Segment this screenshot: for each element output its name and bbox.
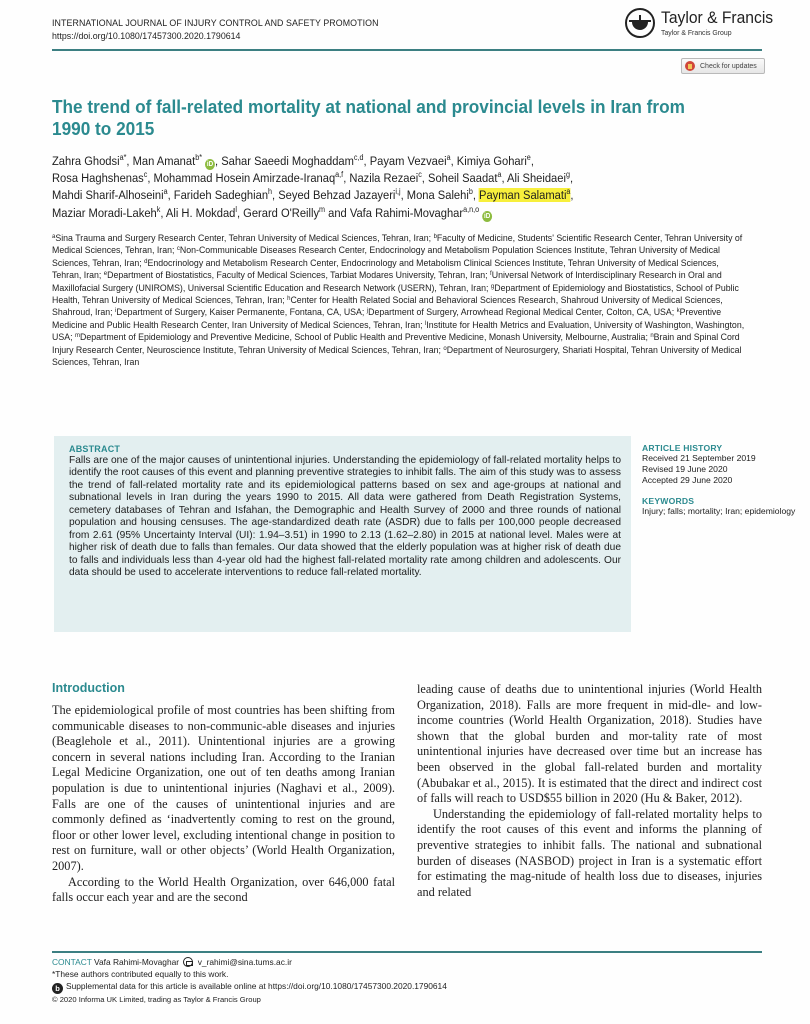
author-name-text: Gerard O'Reilly <box>243 205 320 220</box>
affiliation-text: Department of Biostatistics, Faculty of Medical Sciences, Tarbiat Modares University, Tehran, Iran; <box>107 270 488 282</box>
affiliation-text: Endocrinology and Metabolism Research Center, Endocrinology and Metabolism Clinical Sciences Institute, Tehran University of Medical Sciences, Tehran, Iran; <box>52 257 719 282</box>
author-affiliation-marker: a <box>566 187 571 197</box>
body-column-left <box>52 703 395 906</box>
footer-divider <box>52 951 762 953</box>
author-name <box>166 206 237 220</box>
author-name <box>407 188 473 202</box>
check-for-updates-button[interactable] <box>681 58 765 74</box>
author-affiliation-marker: c <box>418 170 422 180</box>
author-name <box>507 171 570 185</box>
author-name <box>428 171 501 185</box>
author-name-text: Maziar Moradi-Lakeh <box>52 205 157 220</box>
author-name <box>154 171 344 185</box>
author-name <box>370 154 451 168</box>
contact-name: Vafa Rahimi-Movaghar <box>94 957 180 967</box>
author-affiliation-marker: h <box>268 187 273 197</box>
author-affiliation-marker: l <box>235 204 237 214</box>
author-name <box>52 171 147 185</box>
contact-email-link[interactable]: v_rahimi@sina.tums.ac.ir <box>197 957 292 967</box>
journal-doi-link[interactable]: https://doi.org/10.1080/17457300.2020.1790614 <box>52 31 241 42</box>
affiliation-marker: e <box>103 270 108 278</box>
affiliation <box>115 307 364 318</box>
affiliation-text: Department of Neurosurgery, Shariati Hospital, Tehran University of Medical Sciences, Tehran, Iran <box>52 344 742 369</box>
author-name <box>221 154 363 168</box>
author-affiliation-marker: a,f <box>335 170 344 180</box>
highlighted-author <box>479 188 570 202</box>
affiliation <box>52 233 431 244</box>
affiliation-marker: a <box>52 233 56 240</box>
body-paragraph: The epidemiological profile of most countries has been shifting from communicable diseases to non-communic-able diseases and injuries (Beaglehole et al., 2011). Unintentional injuries are a growing concern in several nations including Iran. According to the Iranian Legal Medicine Organization, one out of ten deaths among Iranian population is due to unintentional injuries (Naghavi et al., 2009). Falls are one of the causes of unintentional injuries and are commonly defined as ‘inadvertently coming to rest on the ground, floor or other lower level, excluding intentional change in position to rest on furniture, wall or other objects’ (World Health Organization, 2007). <box>52 703 395 873</box>
article-title: The trend of fall-related mortality at national and provincial levels in Iran from 1990 to 2015 <box>52 96 685 139</box>
author-affiliation-marker: b* <box>195 153 203 162</box>
author-name-text: Vafa Rahimi-Movaghar <box>349 205 464 220</box>
taylor-francis-lamp-icon <box>625 8 655 38</box>
affiliation-text: Sina Trauma and Surgery Research Center, Tehran University of Medical Sciences, Tehran, Iran; <box>55 233 432 244</box>
author-name-text: Payam Vezvaei <box>369 154 447 168</box>
article-sidebar <box>642 443 802 517</box>
orcid-icon[interactable]: iD <box>484 212 491 220</box>
affiliation-marker: d <box>144 257 148 265</box>
affiliation-marker: k <box>676 307 680 315</box>
affiliation-marker: l <box>425 319 427 327</box>
affiliation-text: Department of Surgery, Kaiser Permanente, Fontana, CA, USA; <box>116 307 365 319</box>
contact-label: CONTACT <box>52 957 92 967</box>
affiliation-list <box>52 233 746 369</box>
author-affiliation-marker: a* <box>119 153 127 162</box>
author-name <box>174 188 272 202</box>
author-affiliation-marker: g <box>565 170 570 180</box>
author-affiliation-marker: i,j <box>395 187 401 197</box>
affiliation-text: Preventive Medicine and Public Health Research Center, Iran University of Medical Sciences, Tehran, Iran; <box>52 307 722 331</box>
accepted-date: Accepted 29 June 2020 <box>642 475 733 486</box>
affiliation-text: Institute for Health Metrics and Evaluation, University of Washington, Washington, USA; <box>52 319 745 344</box>
author-name-text: Sahar Saeedi Moghaddam <box>221 154 354 168</box>
keywords-label: KEYWORDS <box>642 495 695 506</box>
author-name-text: Mohammad Hosein Amirzade-Iranaq <box>153 171 336 186</box>
author-affiliation-marker: b <box>468 187 473 197</box>
received-date: Received 21 September 2019 <box>642 453 756 463</box>
publisher-group: Taylor & Francis Group <box>661 28 732 37</box>
affiliation <box>367 307 674 318</box>
body-paragraph: Understanding the epidemiology of fall-related mortality helps to identify the root causes of this event and informs the planning of preventive strategies to inhibit falls. The national and subnational burden of diseases (NASBOD) project in Iran is a systematic effort for estimating the mag-nitude of health loss due to diseases, injuries and related <box>417 806 762 899</box>
author-name-text: Mona Salehi <box>406 188 469 203</box>
introduction-heading: Introduction <box>52 681 125 695</box>
author-name <box>243 206 325 220</box>
author-name-text: Ali H. Mokdad <box>165 205 236 220</box>
crossmark-icon <box>685 61 695 71</box>
header-divider <box>52 49 762 51</box>
affiliation-marker: o <box>443 344 447 352</box>
keywords-text: Injury; falls; mortality; Iran; epidemiology <box>642 505 796 516</box>
author-name <box>349 171 421 185</box>
affiliation-text: Brain and Spinal Cord Injury Research Center, Neuroscience Institute, Tehran University of Medical Sciences, Tehran, Iran; <box>52 332 740 356</box>
orcid-icon[interactable]: iD <box>206 161 214 168</box>
author-name-text: Ali Sheidaei <box>507 171 566 186</box>
author-name <box>479 188 570 202</box>
publisher-brand <box>625 8 783 38</box>
author-affiliation-marker: a <box>497 170 502 180</box>
contact-line <box>52 956 772 968</box>
affiliation-marker: f <box>490 270 492 278</box>
affiliation-text: Department of Epidemiology and Biostatistics, School of Public Health, Tehran University of Medical Sciences, Tehran, Iran; <box>52 282 739 307</box>
envelope-icon <box>183 957 193 967</box>
author-name <box>350 206 492 220</box>
author-name <box>133 154 215 168</box>
author-name-text: Payman Salamati <box>479 188 567 203</box>
author-name-text: Rosa Haghshenas <box>52 171 144 186</box>
abstract-label: ABSTRACT <box>69 444 121 454</box>
footnotes <box>52 956 772 1007</box>
affiliation-text: Non-Communicable Diseases Research Center, Endocrinology and Metabolism Population Sciences Institute, Tehran University of Medical Sciences, Tehran, Iran; <box>52 245 720 269</box>
author-affiliation-marker: e <box>526 153 531 162</box>
affiliation-text: Department of Surgery, Arrowhead Regional Medical Center, Colton, CA, USA; <box>368 307 675 319</box>
author-name-text: Farideh Sadeghian <box>173 188 269 203</box>
affiliation-marker: j <box>366 307 369 315</box>
affiliation <box>104 270 488 281</box>
author-name-text: Zahra Ghodsi <box>52 154 120 168</box>
supplemental-line <box>52 980 772 994</box>
author-affiliation-marker: c,d <box>353 153 364 162</box>
affiliation-marker: i <box>115 307 117 315</box>
revised-date: Revised 19 June 2020 <box>642 464 728 475</box>
author-name-text: Seyed Behzad Jazayeri <box>278 188 396 203</box>
affiliation-marker: g <box>490 282 495 290</box>
supplemental-b-icon: b <box>52 983 63 994</box>
affiliation-marker: b <box>433 233 437 240</box>
author-name <box>52 206 160 220</box>
author-name <box>52 188 168 202</box>
author-affiliation-marker: a,n,o <box>463 204 480 214</box>
affiliation-marker: h <box>287 295 291 303</box>
affiliation-text: Faculty of Medicine, Students' Scientific Research Center, Tehran University of Medical Sciences, Tehran, Iran; <box>52 233 743 257</box>
author-name-text: Mahdi Sharif-Alhoseini <box>52 188 164 203</box>
affiliation-text: Universal Network of Interdisciplinary Research in Oral and Maxillofacial Surgery (UNIROMS), Universal Scientific Education and Research Network (USERN), Tehran, Iran; <box>52 270 722 294</box>
author-name <box>278 188 400 202</box>
article-history-label: ARTICLE HISTORY <box>642 443 723 453</box>
affiliation-text: Center for Health Related Social and Behavioral Sciences Research, Shahroud University of Medical Sciences, Shahroud, Iran; <box>52 295 723 319</box>
author-affiliation-marker: c <box>143 170 148 180</box>
affiliation-marker: n <box>650 332 654 340</box>
check-for-updates-label: Check for updates <box>700 62 757 70</box>
author-name <box>52 154 126 168</box>
author-affiliation-marker: k <box>156 204 161 214</box>
body-paragraph: According to the World Health Organization, over 646,000 fatal falls occur each year and are the second <box>52 874 395 905</box>
author-affiliation-marker: a <box>446 153 451 162</box>
author-affiliation-marker: m <box>319 204 326 214</box>
affiliation <box>75 332 648 343</box>
affiliation-marker: m <box>74 332 80 340</box>
author-name-text: Nazila Rezaei <box>349 171 419 186</box>
abstract-text: Falls are one of the major causes of unintentional injuries. Understanding the epidemiology of fall-related mortality helps to identify the root causes of this event and planning preventive strategies to inhibit falls. The aim of this study was to assess the trend of fall-related mortality rate and its epidemiological patterns based on sex and age-groups at national and subnational levels in Iran during the years 1990 to 2015. All data were gathered from Death Registration Systems, cemetery databases of Tehran and Isfahan, the Demographic and Health Survey of 2000 and three rounds of national population and housing censuses. The age-standardized death rate (ASDR) due to falls per 100,000 people decreased from 2.61 (95% Uncertainty Interval (UI): 1.94–3.51) in 1990 to 2.13 (1.62–2.80) in 2015 at national level. Males were at higher risk of death due to falls than females. Our data showed that the elderly population was at higher risk of death due to falls and individuals less than 4-year old had the highest fall-related mortality rate among children and adolescents. Our data should be used to accelerate interventions to reduce fall-related mortality. <box>69 455 621 579</box>
supplemental-text[interactable]: Supplemental data for this article is available online at https://doi.org/10.1080/17457300.2020.1790614 <box>66 981 447 992</box>
equal-contribution-note: *These authors contributed equally to this work. <box>52 969 229 980</box>
publisher-name: Taylor & Francis <box>661 8 774 27</box>
author-affiliation-marker: a <box>163 187 168 197</box>
abstract-box <box>54 436 631 632</box>
author-name-text: Man Amanat <box>132 154 196 168</box>
copyright-notice: © 2020 Informa UK Limited, trading as Taylor & Francis Group <box>52 995 261 1005</box>
affiliation-text: Department of Epidemiology and Preventive Medicine, School of Public Health and Preventive Medicine, Monash University, Melbourne, Australia; <box>79 332 648 344</box>
author-name-text: Kimiya Gohari <box>456 154 527 168</box>
body-column-right <box>417 682 762 900</box>
affiliation-marker: c <box>176 245 180 253</box>
author-name <box>457 154 531 168</box>
body-paragraph: leading cause of deaths due to unintentional injuries (World Health Organization, 2018). Falls are more frequent in mid-dle- and low-income countries (World Health Organization, 2018). Studies have shown that the global burden and mor-tality rate of most unintentional injuries have decreased over time but an increase has been observed in the global fall-related burden and mortality (Abubakar et al., 2015). It is estimated that the direct and indirect cost of falls will reach to USD$55 billion in 2020 (Hu & Baker, 2012). <box>417 682 762 806</box>
author-name-text: Soheil Saadat <box>428 171 498 186</box>
author-list: Zahra Ghodsi$^{a*}$, Man Amanat$^{b*}$ iD , Sahar Saeedi Moghaddam$^{c,d}$, Payam Vezvaei$^a$, Kimiya Gohari$^e$, Rosa Haghshenas$^c$, Mohammad Hosein Amirzade-Iranaq$^{a,f}$, Nazila Rezaei$^c$, Soheil Saadat$^a$, Ali Sheidaei$^g$, Mahdi Sharif-Alhoseini$^a$, Farideh Sadeghian$^h$, Seyed Behzad Jazayeri$^{i,j}$, Mona Salehi$^b$, Payman Salamati$^a$, Maziar Moradi-Lakeh$^k$, Ali H. Mokdad$^l$, Gerard O'Reilly$^m$ and Vafa Rahimi-Movaghar$^{a,n,o}$ iD <box>52 153 574 220</box>
journal-name: INTERNATIONAL JOURNAL OF INJURY CONTROL AND SAFETY PROMOTION <box>52 18 379 29</box>
